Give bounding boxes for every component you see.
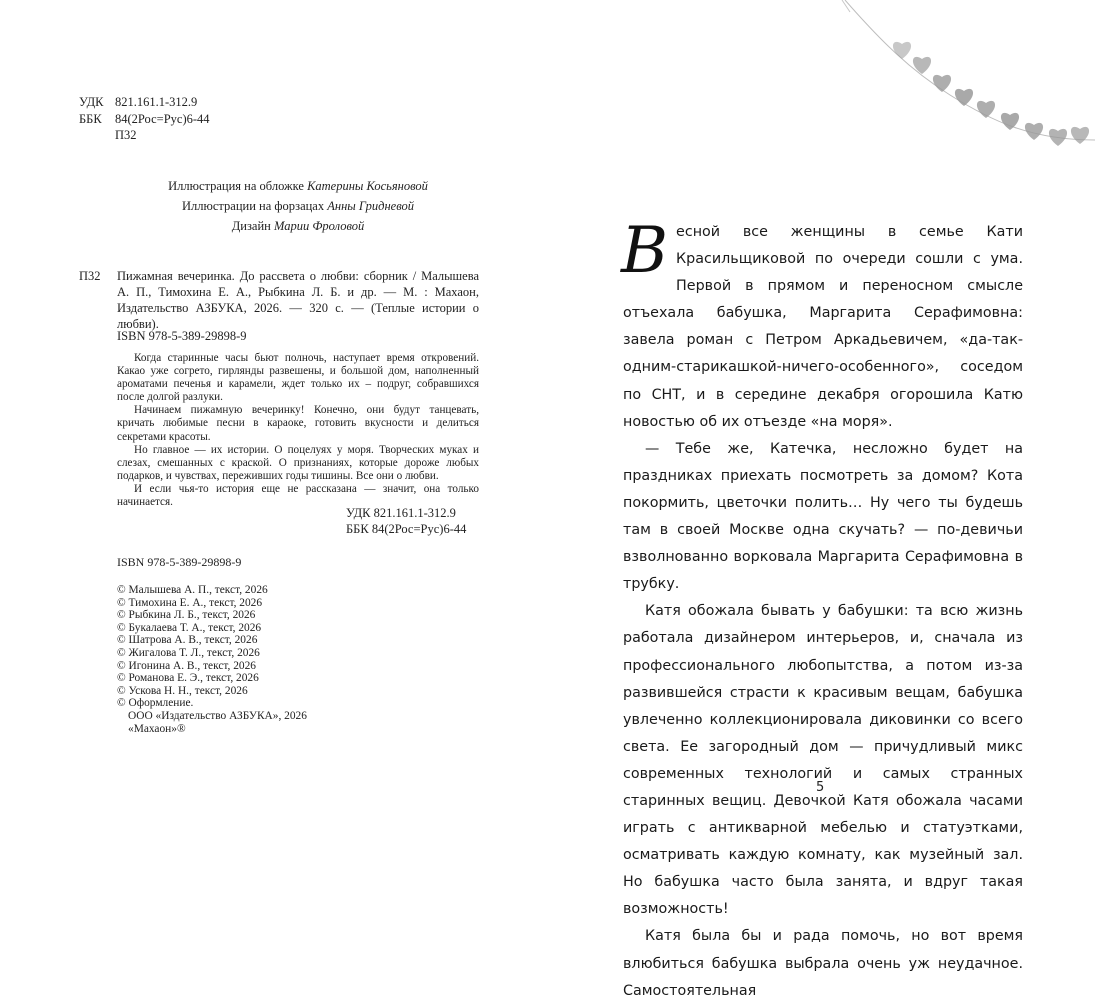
isbn-top: ISBN 978-5-389-29898-9 [117,329,247,343]
drop-cap: В [621,214,669,288]
bbk-value: 84(2Рос=Рус)6-44 [115,111,210,126]
heart-icon [1071,127,1089,144]
copyright-line: © Букалаева Т. А., текст, 2026 [117,621,262,634]
copyright-line: © Рыбкина Л. Б., текст, 2026 [117,609,256,622]
isbn-bottom: ISBN 978-5-389-29898-9 [117,555,242,569]
heart-icon [1001,113,1019,130]
story-paragraph: — Тебе же, Катечка, несложно будет на праздниках приехать посмотреть за домом? Кота покормить, цветочки полить… Ну чего ты будешь там в своей Москве одна скучать? — по-девичьи взволнованно ворковала Маргарита Серафимовна в трубку. [623,440,1023,593]
copyright-line: © Игонина А. В., текст, 2026 [117,659,257,672]
heart-icon [1049,129,1067,146]
story-paragraph: Катя обожала бывать у бабушки: та всю жизнь работала дизайнером интерьеров, и, сначала из профессионального любопытства, а потом из-за развившейся страсти к красивым вещам, бабушка увлеченно коллекционировала диковинки со всего света. Ее загородный дом — причудливый микс современных технологий и самых странных старинных вещиц. Девочкой Катя обожала часами играть с антикварной мебелью и статуэтками, осматривать каждую комнату, как музейный зал. Но бабушка часто была занята, и вдруг такая возможность! [623,603,1023,918]
heart-icon [893,42,911,59]
story-text [621,214,1023,1005]
udk-bottom [346,505,466,537]
story-paragraph: Катя была бы и рада помочь, но вот время влюбиться бабушка выбрала очень уж неудачное. Самостоятельная [623,928,1023,999]
biblio-text: Пижамная вечеринка. До рассвета о любви: сборник / Малышева А. П., Тимохина Е. А., Рыбкина Л. Б. и др. — М. : Махаон, Издательство АЗБУКА, 2026. — 320 с. — (Теплые истории о любви). [117,269,479,331]
bibliographic-record [79,268,479,332]
copyright-line: © Малышева А. П., текст, 2026 [117,584,268,596]
author-mark: П32 [115,128,137,142]
bbk-label: ББК [79,111,102,126]
page-number: 5 [816,780,825,795]
copyright-line: © Ускова Н. Н., текст, 2026 [117,684,248,697]
abstract-paragraph: Но главное — их истории. О поцелуях у моря. Творческих муках и слезах, смешанных с краской. О признаниях, которые дороже любых подарков, и чувствах, переживших годы тишины. Все они о любви. [117,443,479,482]
heart-icon [1025,123,1043,140]
copyright-list [117,584,307,735]
heart-garland [840,0,1100,170]
biblio-code: П32 [79,269,101,283]
credit-endpapers: Иллюстрации на форзацах Анны Гридневой [182,199,414,213]
udk-block [79,94,210,144]
abstract [117,352,479,509]
heart-icon [913,57,931,74]
copyright-line: © Шатрова А. В., текст, 2026 [117,634,258,647]
publisher-line: «Махаон»® [128,722,186,735]
udk-bottom-udk: УДК 821.161.1-312.9 [346,506,456,520]
credit-cover: Иллюстрация на обложке Катерины Косьяновой [168,179,428,193]
credits [78,176,518,236]
copyright-line: © Оформление. [117,697,194,710]
heart-icon [955,89,973,106]
heart-icon [933,75,951,92]
udk-label: УДК [79,95,104,109]
abstract-paragraph: Начинаем пижамную вечеринку! Конечно, они будут танцевать, кричать любимые песни в караоке, готовить вкусности и делиться секретами красоты. [117,404,479,443]
copyright-line: © Романова Е. Э., текст, 2026 [117,672,259,685]
abstract-paragraph: И если чья-то история еще не рассказана — значит, она только начинается. [117,482,479,509]
abstract-paragraph: Когда старинные часы бьют полночь, наступает время откровений. Какао уже согрето, гирлянды развешены, и большой дом, наполненный ароматами печенья и карамели, ждет только их – подруг, собравшихся после долгой разлуки. [117,352,479,404]
copyright-line: © Жигалова Т. Л., текст, 2026 [117,646,260,659]
copyright-line: © Тимохина Е. А., текст, 2026 [117,596,263,609]
udk-bottom-bbk: ББК 84(2Рос=Рус)6-44 [346,522,467,536]
publisher-line: ООО «Издательство АЗБУКА», 2026 [128,709,307,722]
story-paragraph: Весной все женщины в семье Кати Красильщиковой по очереди сошли с ума. Первой в прямом и переносном смысле отъехала бабушка, Маргарита Серафимовна: завела роман с Петром Аркадьевичем, «да-так-одним-старикашкой-ничего-особенного», соседом по СНТ, и в середине декабря огорошила Катю новостью об их отъезде «на моря». [621,214,1023,430]
credit-design: Дизайн Марии Фроловой [231,219,365,233]
heart-icon [977,101,995,118]
udk-value: 821.161.1-312.9 [115,95,198,109]
left-page [0,0,550,845]
right-page [550,0,1100,999]
